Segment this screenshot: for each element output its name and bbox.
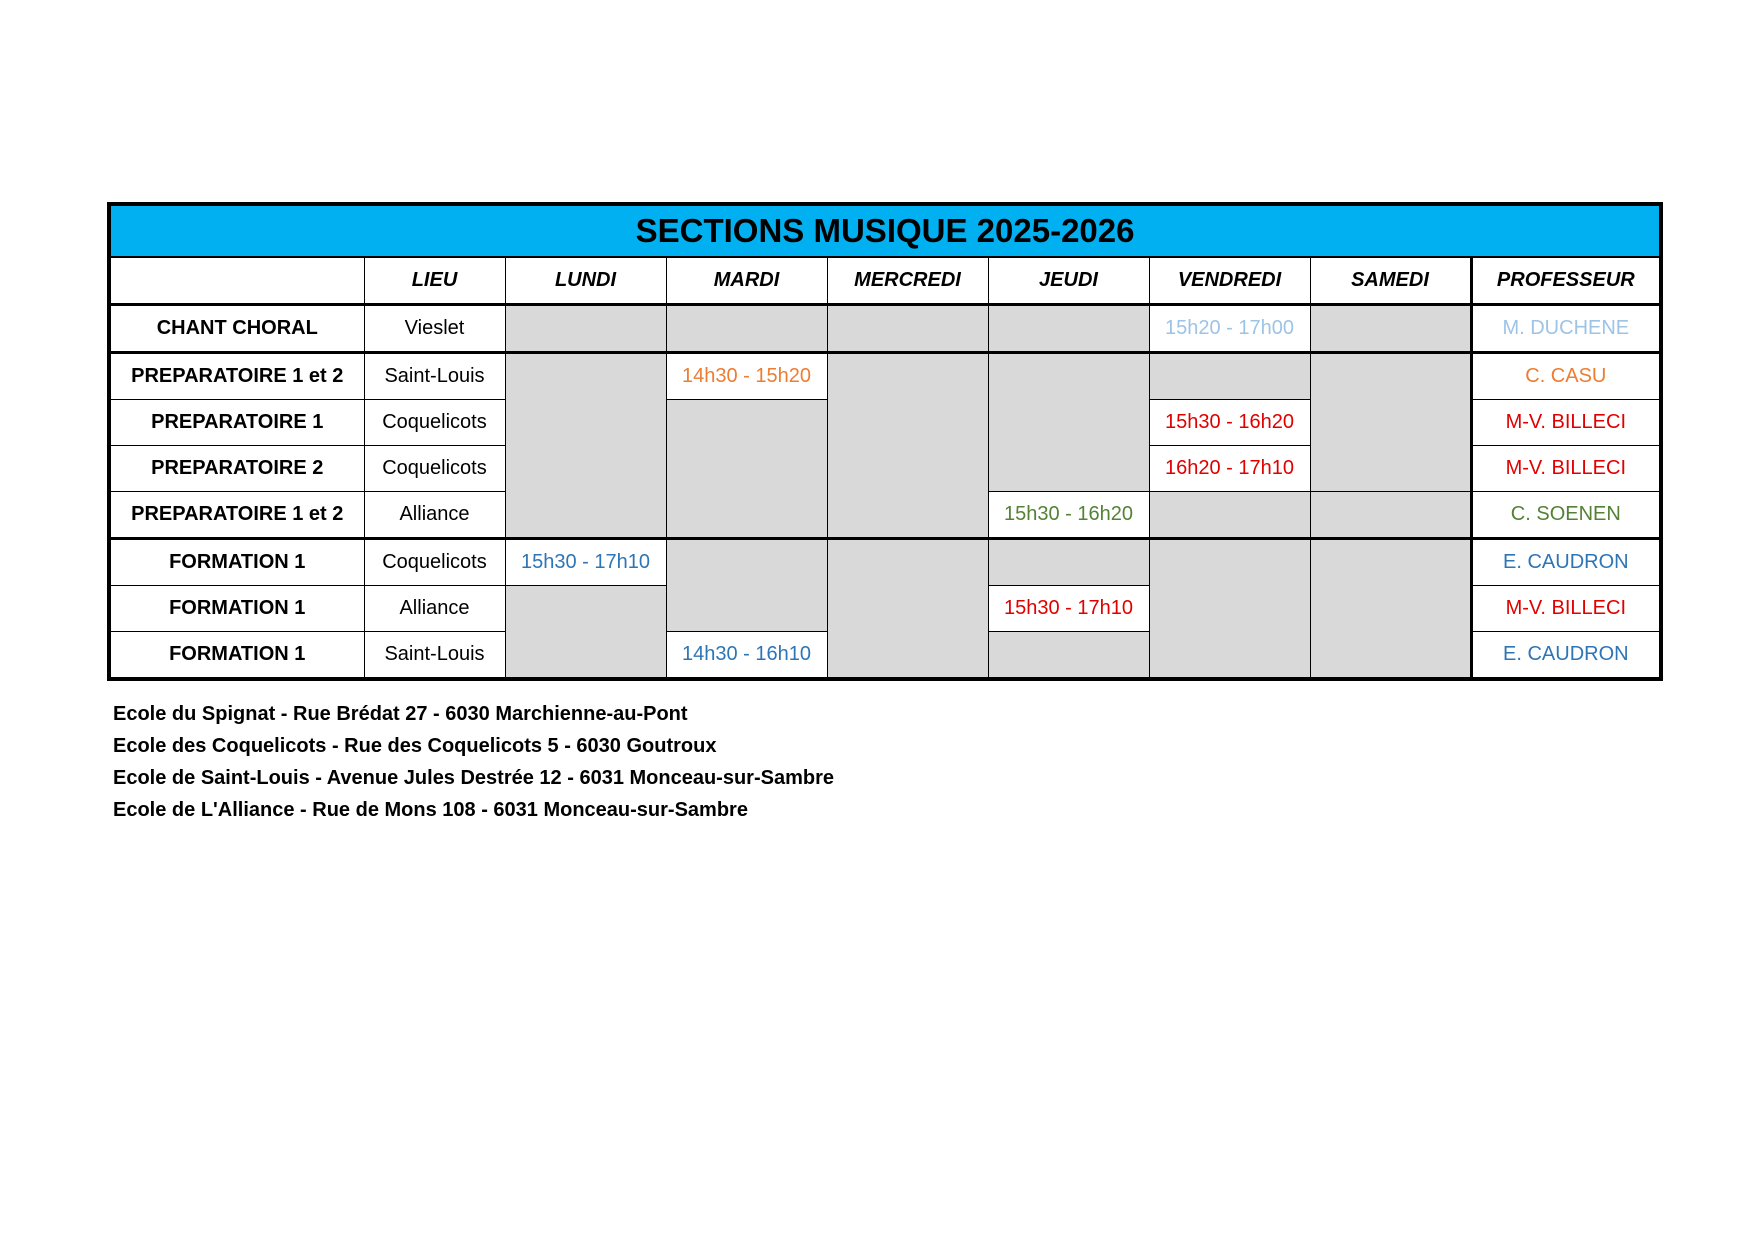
lieu-cell: Vieslet xyxy=(364,305,505,353)
empty-slot xyxy=(1310,353,1471,492)
empty-slot xyxy=(1310,539,1471,680)
header-row xyxy=(109,257,1661,305)
empty-slot xyxy=(666,400,827,539)
address-line: Ecole du Spignat - Rue Brédat 27 - 6030 Marchienne-au-Pont xyxy=(113,703,688,725)
address-line: Ecole de L'Alliance - Rue de Mons 108 - 6031 Monceau-sur-Sambre xyxy=(113,799,748,821)
empty-slot xyxy=(988,632,1149,680)
empty-slot xyxy=(666,305,827,353)
section-name: FORMATION 1 xyxy=(109,632,364,680)
empty-slot xyxy=(1149,539,1310,680)
teacher-cell: M-V. BILLECI xyxy=(1471,446,1661,492)
empty-slot xyxy=(666,539,827,632)
teacher-cell: M-V. BILLECI xyxy=(1471,400,1661,446)
empty-slot xyxy=(827,353,988,539)
empty-slot xyxy=(827,305,988,353)
section-name: PREPARATOIRE 1 xyxy=(109,400,364,446)
teacher-cell: C. SOENEN xyxy=(1471,492,1661,539)
header-lundi: LUNDI xyxy=(505,257,666,305)
table-row xyxy=(109,539,1661,586)
empty-slot xyxy=(505,305,666,353)
empty-slot xyxy=(1310,492,1471,539)
time-slot: 15h30 - 17h10 xyxy=(988,586,1149,632)
header-samedi: SAMEDI xyxy=(1310,257,1471,305)
address-list xyxy=(113,698,834,826)
address-line: Ecole des Coquelicots - Rue des Coquelicots 5 - 6030 Goutroux xyxy=(113,735,717,757)
lieu-cell: Alliance xyxy=(364,586,505,632)
teacher-cell: E. CAUDRON xyxy=(1471,539,1661,586)
header-lieu: LIEU xyxy=(364,257,505,305)
teacher-cell: M-V. BILLECI xyxy=(1471,586,1661,632)
time-slot: 16h20 - 17h10 xyxy=(1149,446,1310,492)
section-name: FORMATION 1 xyxy=(109,586,364,632)
table-row xyxy=(109,305,1661,353)
time-slot: 14h30 - 15h20 xyxy=(666,353,827,400)
lieu-cell: Coquelicots xyxy=(364,539,505,586)
empty-slot xyxy=(505,586,666,680)
teacher-cell: M. DUCHENE xyxy=(1471,305,1661,353)
empty-slot xyxy=(1149,353,1310,400)
section-name: PREPARATOIRE 2 xyxy=(109,446,364,492)
section-name: PREPARATOIRE 1 et 2 xyxy=(109,353,364,400)
empty-slot xyxy=(988,305,1149,353)
time-slot: 15h30 - 16h20 xyxy=(1149,400,1310,446)
time-slot: 15h30 - 17h10 xyxy=(505,539,666,586)
time-slot: 14h30 - 16h10 xyxy=(666,632,827,680)
lieu-cell: Saint-Louis xyxy=(364,353,505,400)
empty-slot xyxy=(505,353,666,539)
lieu-cell: Saint-Louis xyxy=(364,632,505,680)
empty-slot xyxy=(1149,492,1310,539)
schedule-table xyxy=(107,202,1663,681)
lieu-cell: Alliance xyxy=(364,492,505,539)
section-name: CHANT CHORAL xyxy=(109,305,364,353)
teacher-cell: C. CASU xyxy=(1471,353,1661,400)
time-slot: 15h30 - 16h20 xyxy=(988,492,1149,539)
section-name: PREPARATOIRE 1 et 2 xyxy=(109,492,364,539)
header-mardi: MARDI xyxy=(666,257,827,305)
header-vendredi: VENDREDI xyxy=(1149,257,1310,305)
time-slot: 15h20 - 17h00 xyxy=(1149,305,1310,353)
address-line: Ecole de Saint-Louis - Avenue Jules Destrée 12 - 6031 Monceau-sur-Sambre xyxy=(113,767,834,789)
header-empty xyxy=(109,257,364,305)
empty-slot xyxy=(988,539,1149,586)
header-jeudi: JEUDI xyxy=(988,257,1149,305)
empty-slot xyxy=(827,539,988,680)
teacher-cell: E. CAUDRON xyxy=(1471,632,1661,680)
empty-slot xyxy=(988,353,1149,492)
header-mercredi: MERCREDI xyxy=(827,257,988,305)
lieu-cell: Coquelicots xyxy=(364,446,505,492)
table-row xyxy=(109,353,1661,400)
header-professeur: PROFESSEUR xyxy=(1471,257,1661,305)
section-name: FORMATION 1 xyxy=(109,539,364,586)
lieu-cell: Coquelicots xyxy=(364,400,505,446)
empty-slot xyxy=(1310,305,1471,353)
table-title: SECTIONS MUSIQUE 2025-2026 xyxy=(109,204,1661,257)
